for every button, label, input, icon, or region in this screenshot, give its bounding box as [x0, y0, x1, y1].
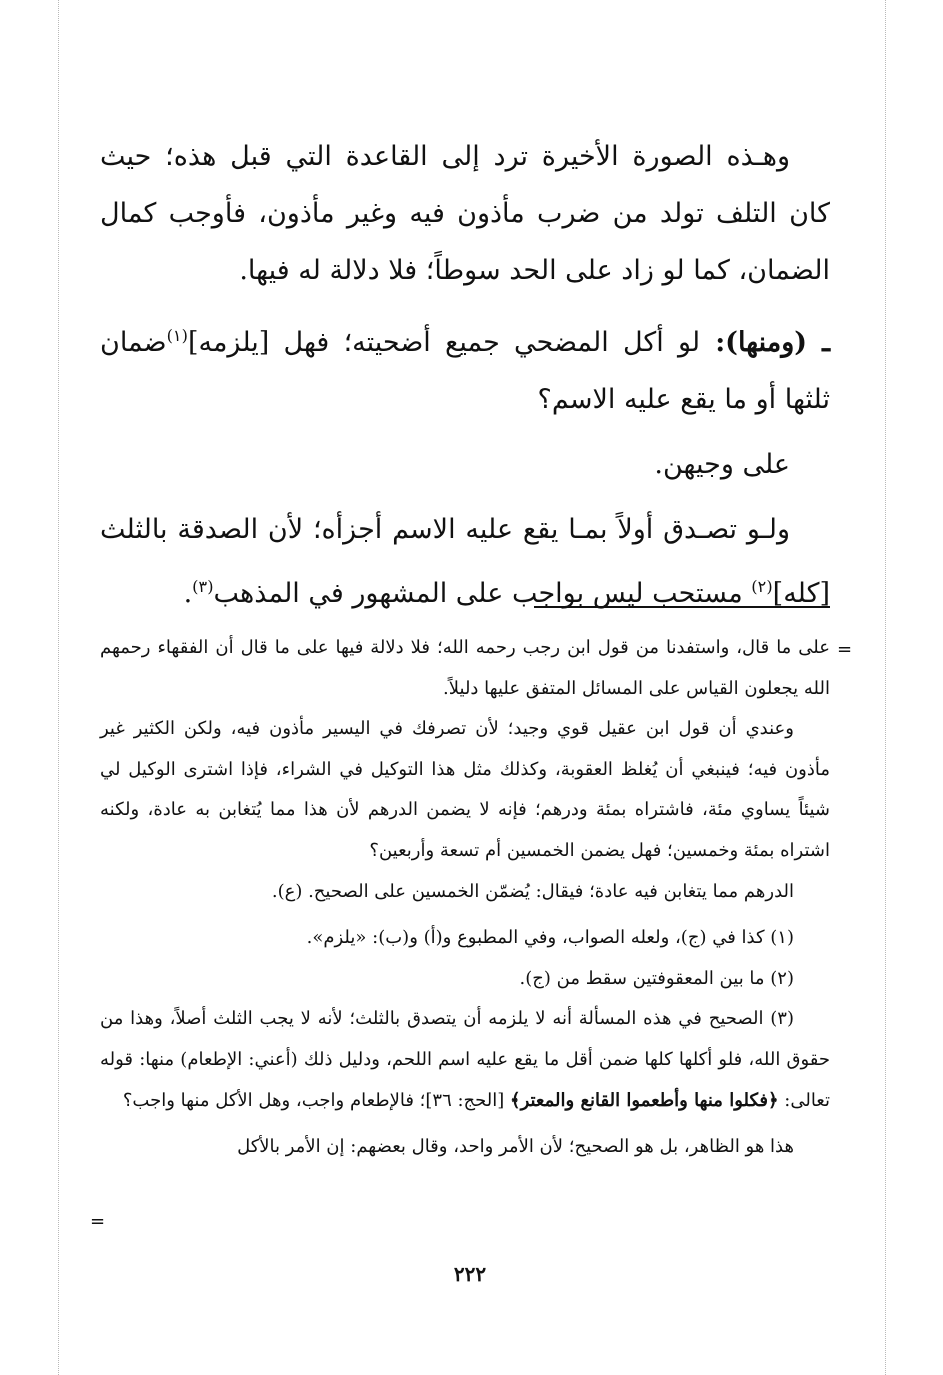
footnote-3 — [100, 999, 830, 1121]
footnote-continuation-3: الدرهم مما يتغابن فيه عادة؛ فيقال: يُضمّن الخمسين على الصحيح. (ع). — [271, 880, 794, 902]
footnote-3-text-a: (٣) الصحيح في هذه المسألة أنه لا يلزمه أن يتصدق بالثلث؛ لأنه لا يجب الثلث أصلاً، وهذا من حقوق الله، فلو أكلها كلها ضمن أقل ما يقع عليه اسم اللحم، ودليل ذلك (أعني: الإطعام) منها: قوله تعالى: — [100, 1008, 830, 1111]
main-paragraph-2-text-a: لو أكل المضحي جميع أضحيته؛ فهل [يلزمه] — [187, 327, 701, 358]
main-paragraph-2-text-b: ضمان ثلثها أو ما يقع عليه الاسم؟ — [100, 327, 830, 415]
main-paragraph-3: على وجيهن. — [654, 449, 790, 480]
left-margin-dotted-line — [58, 0, 59, 1375]
footnote-separator-line — [534, 606, 830, 608]
footnote-ref-2: (٢) — [751, 577, 773, 596]
main-paragraph-4-text-c: . — [183, 578, 193, 609]
minha-heading: ـ (ومنها): — [700, 327, 831, 358]
footnote-3-continuation: هذا هو الظاهر، بل هو الصحيح؛ لأن الأمر واحد، وقال بعضهم: إن الأمر بالأكل — [237, 1136, 794, 1158]
continuation-mark-bottom: = — [90, 1211, 106, 1232]
main-paragraph-2 — [100, 307, 830, 428]
footnote-2: (٢) ما بين المعقوفتين سقط من (ج). — [519, 967, 794, 989]
continuation-mark-top: = — [837, 639, 853, 660]
main-body-text — [100, 128, 830, 630]
footnote-continuation-2: وعندي أن قول ابن عقيل قوي وجيد؛ لأن تصرفك في اليسير مأذون فيه، ولكن الكثير غير مأذون فيه؛ فينبغي أن يُغلظ العقوبة، وكذلك مثل هذا التوكيل في الشراء، فإذا اشترى الوكيل لي شيئاً يساوي مئة، فاشتراه بمئة ودرهم؛ فإنه لا يضمن الدرهم لأن هذا مما يُتغابن به عادة، ولكنه اشتراه بمئة وخمسين؛ فهل يضمن الخمسين أم تسعة وأربعين؟ — [100, 718, 830, 861]
footnote-ref-3: (٣) — [192, 577, 214, 596]
right-margin-dotted-line — [885, 0, 886, 1375]
main-paragraph-4-text-a: ولـو تصـدق أولاً بمـا يقع عليه الاسم أجزأه؛ لأن الصدقة بالثلث [كله] — [100, 514, 830, 609]
main-paragraph-4 — [100, 501, 830, 622]
footnotes-section — [100, 628, 830, 1168]
page-number: ٢٢٢ — [453, 1262, 487, 1286]
quran-verse: ﴿فكلوا منها وأطعموا القانع والمعتر﴾ — [510, 1089, 779, 1111]
footnote-continuation-1: على ما قال، واستفدنا من قول ابن رجب رحمه الله؛ فلا دلالة فيها على ما قال أن الفقهاء رحمهم الله يجعلون القياس على المسائل المتفق عليها دليلاً. — [100, 637, 830, 699]
footnote-3-text-b: [الحج: ٣٦]؛ فالإطعام واجب، وهل الأكل منها واجب؟ — [122, 1089, 511, 1111]
main-paragraph-4-text-b: مستحب ليس بواجب على المشهور في المذهب — [213, 578, 752, 609]
footnote-ref-1: (١) — [166, 326, 188, 345]
footnote-1: (١) كذا في (ج)، ولعله الصواب، وفي المطبوع و(أ) و(ب): «يلزم». — [306, 927, 794, 949]
main-paragraph-1: وهـذه الصورة الأخيرة ترد إلى القاعدة التي قبل هذه؛ حيث كان التلف تولد من ضرب مأذون فيه وغير مأذون، فأوجب كمال الضمان، كما لو زاد على الحد سوطاً؛ فلا دلالة له فيها. — [100, 141, 830, 286]
